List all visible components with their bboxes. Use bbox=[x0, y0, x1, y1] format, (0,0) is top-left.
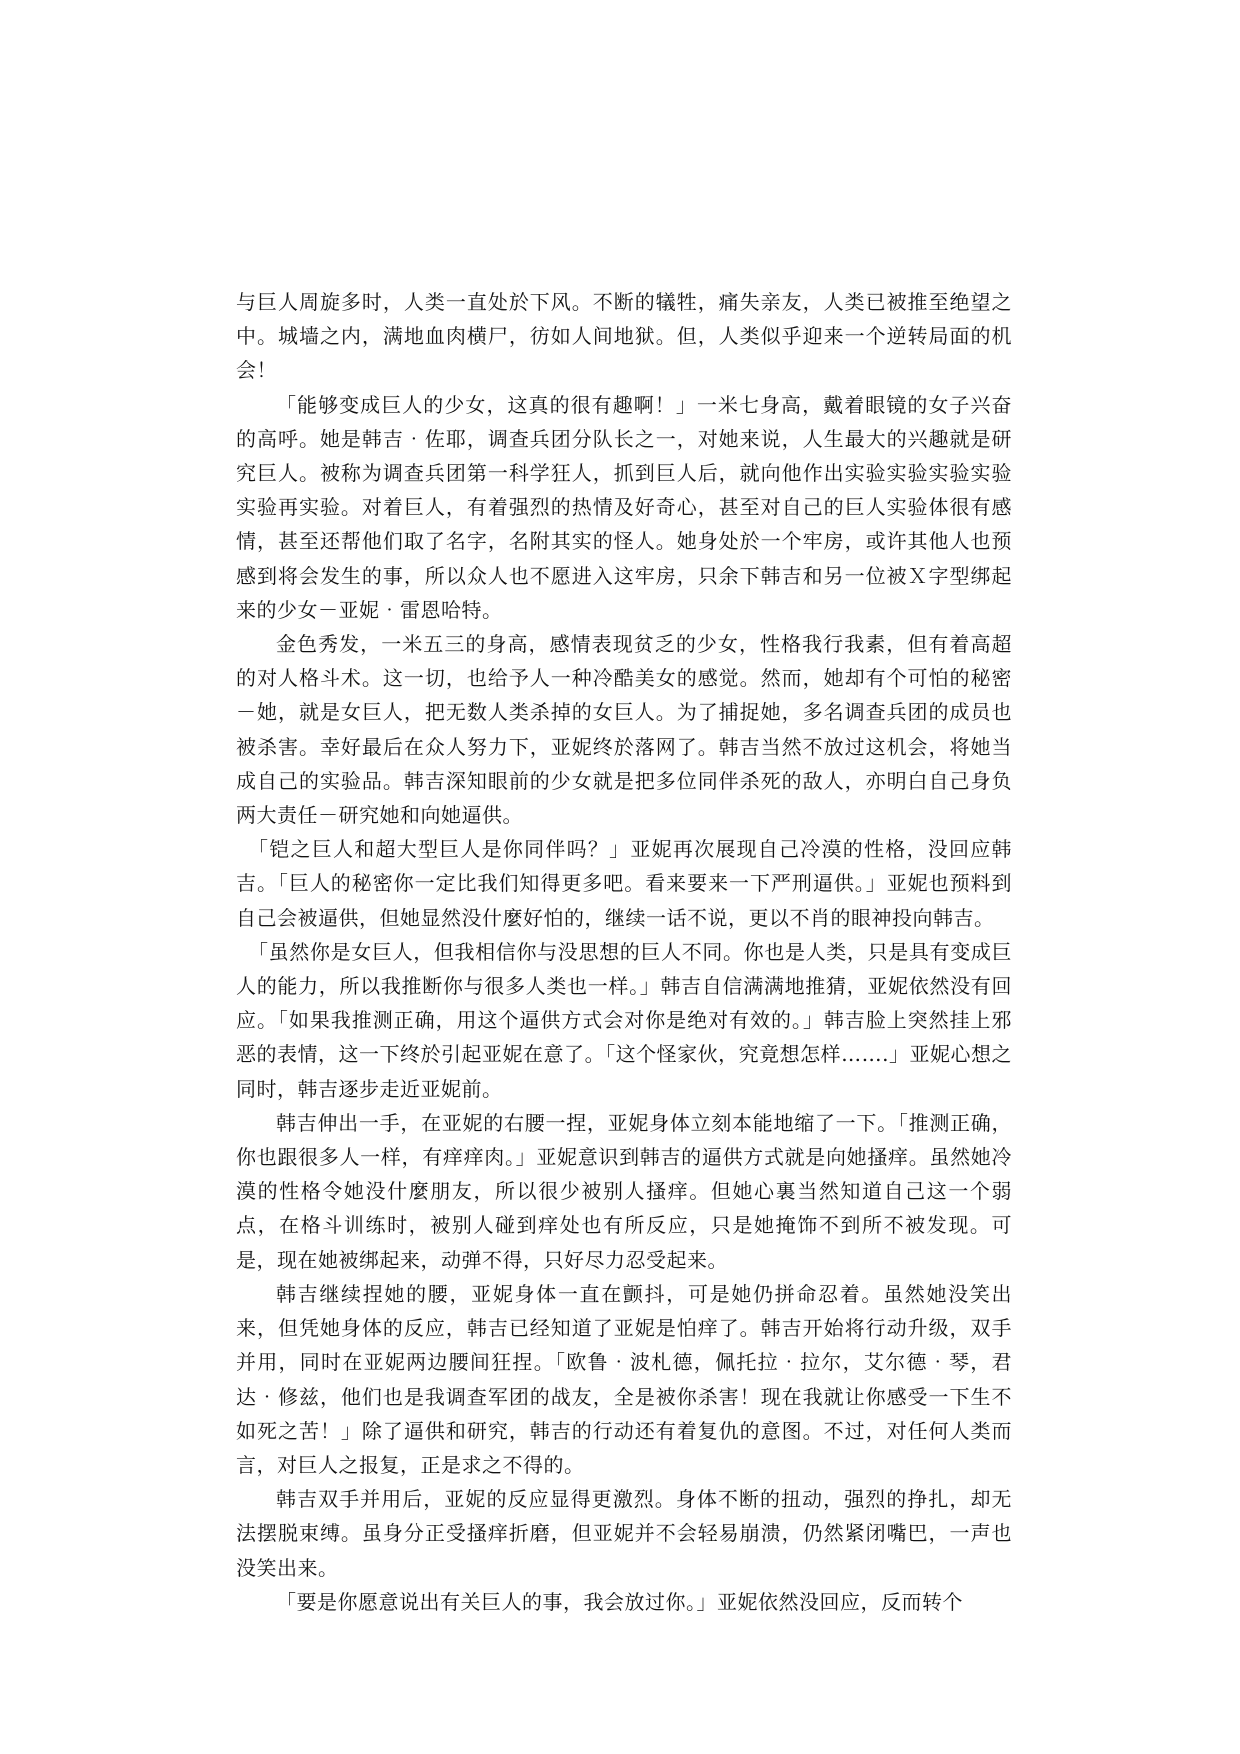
paragraph-6: 韩吉伸出一手，在亚妮的右腰一捏，亚妮身体立刻本能地缩了一下。「推测正确，你也跟很多人一样，有痒痒肉。」亚妮意识到韩吉的逼供方式就是向她搔痒。虽然她冷漠的性格令她没什麼朋友，所以很少被别人搔痒。但她心裏当然知道自己这一个弱点，在格斗训练时，被别人碰到痒处也有所反应，只是她掩饰不到所不被发现。可是，现在她被绑起来，动弹不得，只好尽力忍受起来。 bbox=[236, 1110, 1012, 1272]
paragraph-8: 韩吉双手并用后，亚妮的反应显得更激烈。身体不断的扭动，强烈的挣扎，却无法摆脱束缚。虽身分正受搔痒折磨，但亚妮并不会轻易崩溃，仍然紧闭嘴巴，一声也没笑出来。 bbox=[236, 1487, 1012, 1580]
paragraph-3: 金色秀发，一米五三的身高，感情表现贫乏的少女，性格我行我素，但有着高超的对人格斗术。这一切，也给予人一种冷酷美女的感觉。然而，她却有个可怕的秘密－她，就是女巨人，把无数人类杀掉的女巨人。为了捕捉她，多名调查兵团的成员也被杀害。幸好最后在众人努力下，亚妮终於落网了。韩吉当然不放过这机会，将她当成自己的实验品。韩吉深知眼前的少女就是把多位同伴杀死的敌人，亦明白自己身负两大责任－研究她和向她逼供。 bbox=[236, 632, 1012, 828]
paragraph-1: 与巨人周旋多时，人类一直处於下风。不断的犠牲，痛失亲友，人类已被推至绝望之中。城墙之内，满地血肉横尸，彷如人间地狱。但，人类似乎迎来一个逆转局面的机会！ bbox=[236, 290, 1012, 383]
paragraph-2: 「能够变成巨人的少女，这真的很有趣啊！」一米七身高，戴着眼镜的女子兴奋的高呼。她是韩吉‧佐耶，调查兵团分队长之一，对她来说，人生最大的兴趣就是研究巨人。被称为调查兵团第一科学狂人，抓到巨人后，就向他作出实验实验实验实验实验再实验。对着巨人，有着强烈的热情及好奇心，甚至对自己的巨人实验体很有感情，甚至还帮他们取了名字，名附其实的怪人。她身处於一个牢房，或许其他人也预感到将会发生的事，所以众人也不愿进入这牢房，只余下韩吉和另一位被Ｘ字型绑起来的少女－亚妮‧雷恩哈特。 bbox=[236, 392, 1012, 622]
paragraph-9: 「要是你愿意说出有关巨人的事，我会放过你。」亚妮依然没回应，反而转个 bbox=[276, 1589, 963, 1614]
paragraph-4: 「铠之巨人和超大型巨人是你同伴吗？」亚妮再次展现自己冷漠的性格，没回应韩吉。「巨人的秘密你一定比我们知得更多吧。看来要来一下严刑逼供。」亚妮也预料到自己会被逼供，但她显然没什麼好怕的，继续一话不说，更以不肖的眼神投向韩吉。 bbox=[236, 837, 1012, 930]
paragraph-5: 「虽然你是女巨人，但我相信你与没思想的巨人不同。你也是人类，只是具有变成巨人的能力，所以我推断你与很多人类也一样。」韩吉自信满满地推猜，亚妮依然没有回应。「如果我推测正确，用这个逼供方式会对你是绝对有效的。」韩吉脸上突然挂上邪恶的表情，这一下终於引起亚妮在意了。「这个怪家伙，究竟想怎样…….」亚妮心想之同时，韩吉逐步走近亚妮前。 bbox=[236, 939, 1012, 1101]
body-text bbox=[236, 285, 1012, 1619]
paragraph-7: 韩吉继续捏她的腰，亚妮身体一直在颤抖，可是她仍拼命忍着。虽然她没笑出来，但凭她身体的反应，韩吉已经知道了亚妮是怕痒了。韩吉开始将行动升级，双手并用，同时在亚妮两边腰间狂捏。「欧鲁‧波札德，佩托拉‧拉尔，艾尔德‧琴，君达‧修兹，他们也是我调查军团的战友，全是被你杀害！现在我就让你感受一下生不如死之苦！」除了逼供和研究，韩吉的行动还有着复仇的意图。不过，对任何人类而言，对巨人之报复，正是求之不得的。 bbox=[236, 1281, 1012, 1477]
